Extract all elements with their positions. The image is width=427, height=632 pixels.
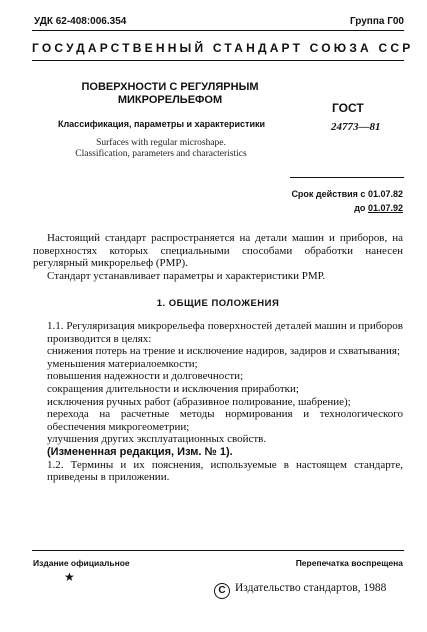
english-title-line-1: Surfaces with regular microshape. [96,138,226,148]
footer-divider [32,550,404,551]
list-item: повышения надежности и долговечности; [47,370,244,383]
clause-1-2: 1.2. Термины и их пояснения, используемые в настоящем стандарте, приведены в приложении. [47,458,403,484]
star-icon: ★ [64,570,75,584]
list-item: улучшения других эксплуатационных свойств. [47,433,267,446]
list-item: исключения ручных работ (абразивное полирование, шабрение); [47,395,351,408]
official-edition-label: Издание официальное [33,558,130,568]
title-line-1: ПОВЕРХНОСТИ С РЕГУЛЯРНЫМ [81,81,259,93]
copyright-text: Издательство стандартов, 1988 [235,582,387,594]
copyright-line [214,582,386,599]
validity-from [200,187,403,201]
validity-to [200,201,403,215]
title-line-2: МИКРОРЕЛЬЕФОМ [117,94,223,106]
edition-note: (Измененная редакция, Изм. № 1). [47,445,233,458]
intro-paragraph-2: Стандарт устанавливает параметры и характеристики РМР. [47,270,326,282]
header-divider [32,60,404,61]
top-divider [32,30,404,31]
list-item: сокращения длительности и исключения приработки; [47,382,299,395]
gost-number: 24773—81 [331,121,381,133]
english-title-line-2: Classification, parameters and characteristics [75,149,247,159]
section-body [33,320,403,484]
reprint-prohibited-label: Перепечатка воспрещена [295,558,403,568]
validity-divider [290,177,404,178]
intro-paragraph-1: Настоящий стандарт распространяется на детали машин и приборов, на поверхностях которых специальными способами обработки нанесен регулярный микрорельеф (РМР). [33,232,403,269]
clause-1-1: 1.1. Регуляризация микрорельефа поверхностей деталей машин и приборов производится в целях: [47,320,403,345]
group-code: Группа Г00 [349,16,404,27]
list-item: снижения потерь на трение и исключение надиров, задиров и схватывания; [47,345,401,358]
organization-banner: ГОСУДАРСТВЕННЫЙ СТАНДАРТ СОЮЗА ССР [32,41,414,55]
copyright-icon: C [214,583,230,599]
document-subtitle: Классификация, параметры и характеристики [57,119,266,129]
validity-to-label: до [354,203,366,213]
list-item: перехода на расчетные методы нормирования и технологического обеспечения микрогеометрии; [47,408,403,433]
udk-code: УДК 62-408:006.354 [34,16,127,27]
section-heading: 1. ОБЩИЕ ПОЛОЖЕНИЯ [156,298,280,309]
validity-from-label: Срок действия с [291,189,366,199]
english-title [46,138,276,160]
validity-from-date: 01.07.82 [367,189,403,199]
validity-block [200,187,403,215]
list-item: уменьшения материалоемкости; [47,357,198,370]
validity-to-date: 01.07.92 [367,203,403,213]
gost-label: ГОСТ [332,101,364,115]
document-title [70,81,270,107]
